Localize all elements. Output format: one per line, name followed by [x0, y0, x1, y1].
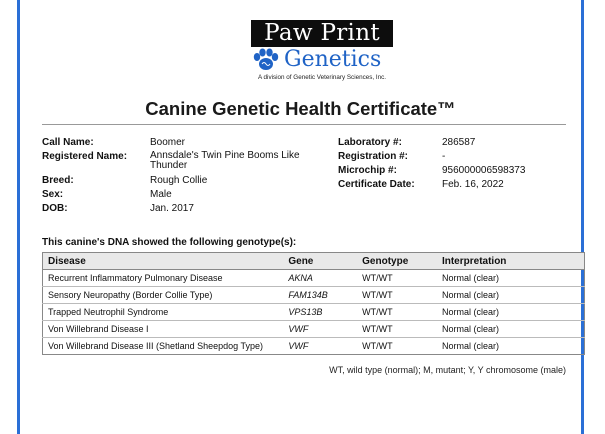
microchip-number-value: 956000006598373	[442, 165, 526, 176]
column-header-interpretation: Interpretation	[437, 253, 585, 270]
disease-cell: Von Willebrand Disease III (Shetland Sheepdog Type)	[43, 338, 284, 355]
paw-print-genetics-logo	[233, 20, 411, 88]
title-divider	[42, 124, 566, 125]
breed-label: Breed:	[42, 175, 74, 186]
logo-wordmark-bottom	[251, 47, 393, 72]
genotype-cell: WT/WT	[357, 321, 437, 338]
column-header-genotype: Genotype	[357, 253, 437, 270]
table-row	[43, 338, 585, 355]
gene-cell: VWF	[283, 338, 357, 355]
dna-results-caption: This canine's DNA showed the following genotype(s):	[42, 237, 297, 248]
registered-name-label: Registered Name:	[42, 151, 128, 162]
logo-wordmark-top: Paw Print	[251, 20, 393, 47]
interpretation-cell: Normal (clear)	[437, 338, 585, 355]
disease-cell: Von Willebrand Disease I	[43, 321, 284, 338]
genotype-cell: WT/WT	[357, 304, 437, 321]
certificate-title: Canine Genetic Health Certificate™	[145, 98, 456, 119]
disease-cell: Trapped Neutrophil Syndrome	[43, 304, 284, 321]
interpretation-cell: Normal (clear)	[437, 287, 585, 304]
gene-cell: FAM134B	[283, 287, 357, 304]
laboratory-number-value: 286587	[442, 137, 476, 148]
registration-number-label: Registration #:	[338, 151, 409, 162]
laboratory-number-label: Laboratory #:	[338, 137, 402, 148]
certificate-date-value: Feb. 16, 2022	[442, 179, 504, 190]
certificate-date-label: Certificate Date:	[338, 179, 415, 190]
table-row	[43, 304, 585, 321]
sex-value: Male	[150, 189, 172, 200]
genotype-cell: WT/WT	[357, 287, 437, 304]
microchip-number-label: Microchip #:	[338, 165, 397, 176]
certificate-page	[17, 0, 584, 434]
disease-cell: Sensory Neuropathy (Border Collie Type)	[43, 287, 284, 304]
column-header-disease: Disease	[43, 253, 284, 270]
registered-name-value: Annsdale's Twin Pine Booms Like Thunder	[150, 150, 300, 171]
logo-genetics-text: Genetics	[284, 47, 382, 72]
table-row	[43, 270, 585, 287]
gene-cell: VWF	[283, 321, 357, 338]
genotype-legend: WT, wild type (normal); M, mutant; Y, Y chromosome (male)	[329, 365, 566, 375]
dob-value: Jan. 2017	[150, 203, 194, 214]
table-header-row	[43, 253, 585, 270]
logo-subtitle: A division of Genetic Veterinary Sciences, Inc.	[257, 74, 387, 81]
interpretation-cell: Normal (clear)	[437, 321, 585, 338]
gene-cell: AKNA	[283, 270, 357, 287]
column-header-gene: Gene	[283, 253, 357, 270]
interpretation-cell: Normal (clear)	[437, 304, 585, 321]
genotype-cell: WT/WT	[357, 270, 437, 287]
breed-value: Rough Collie	[150, 175, 208, 186]
table-row	[43, 321, 585, 338]
interpretation-cell: Normal (clear)	[437, 270, 585, 287]
sex-label: Sex:	[42, 189, 64, 200]
call-name-value: Boomer	[150, 137, 186, 148]
table-row	[43, 287, 585, 304]
registration-number-value: -	[442, 151, 446, 162]
paw-icon	[251, 47, 281, 72]
gene-cell: VPS13B	[283, 304, 357, 321]
genotype-cell: WT/WT	[357, 338, 437, 355]
call-name-label: Call Name:	[42, 137, 94, 148]
dob-label: DOB:	[42, 203, 68, 214]
disease-cell: Recurrent Inflammatory Pulmonary Disease	[43, 270, 284, 287]
genotype-table	[42, 252, 585, 355]
